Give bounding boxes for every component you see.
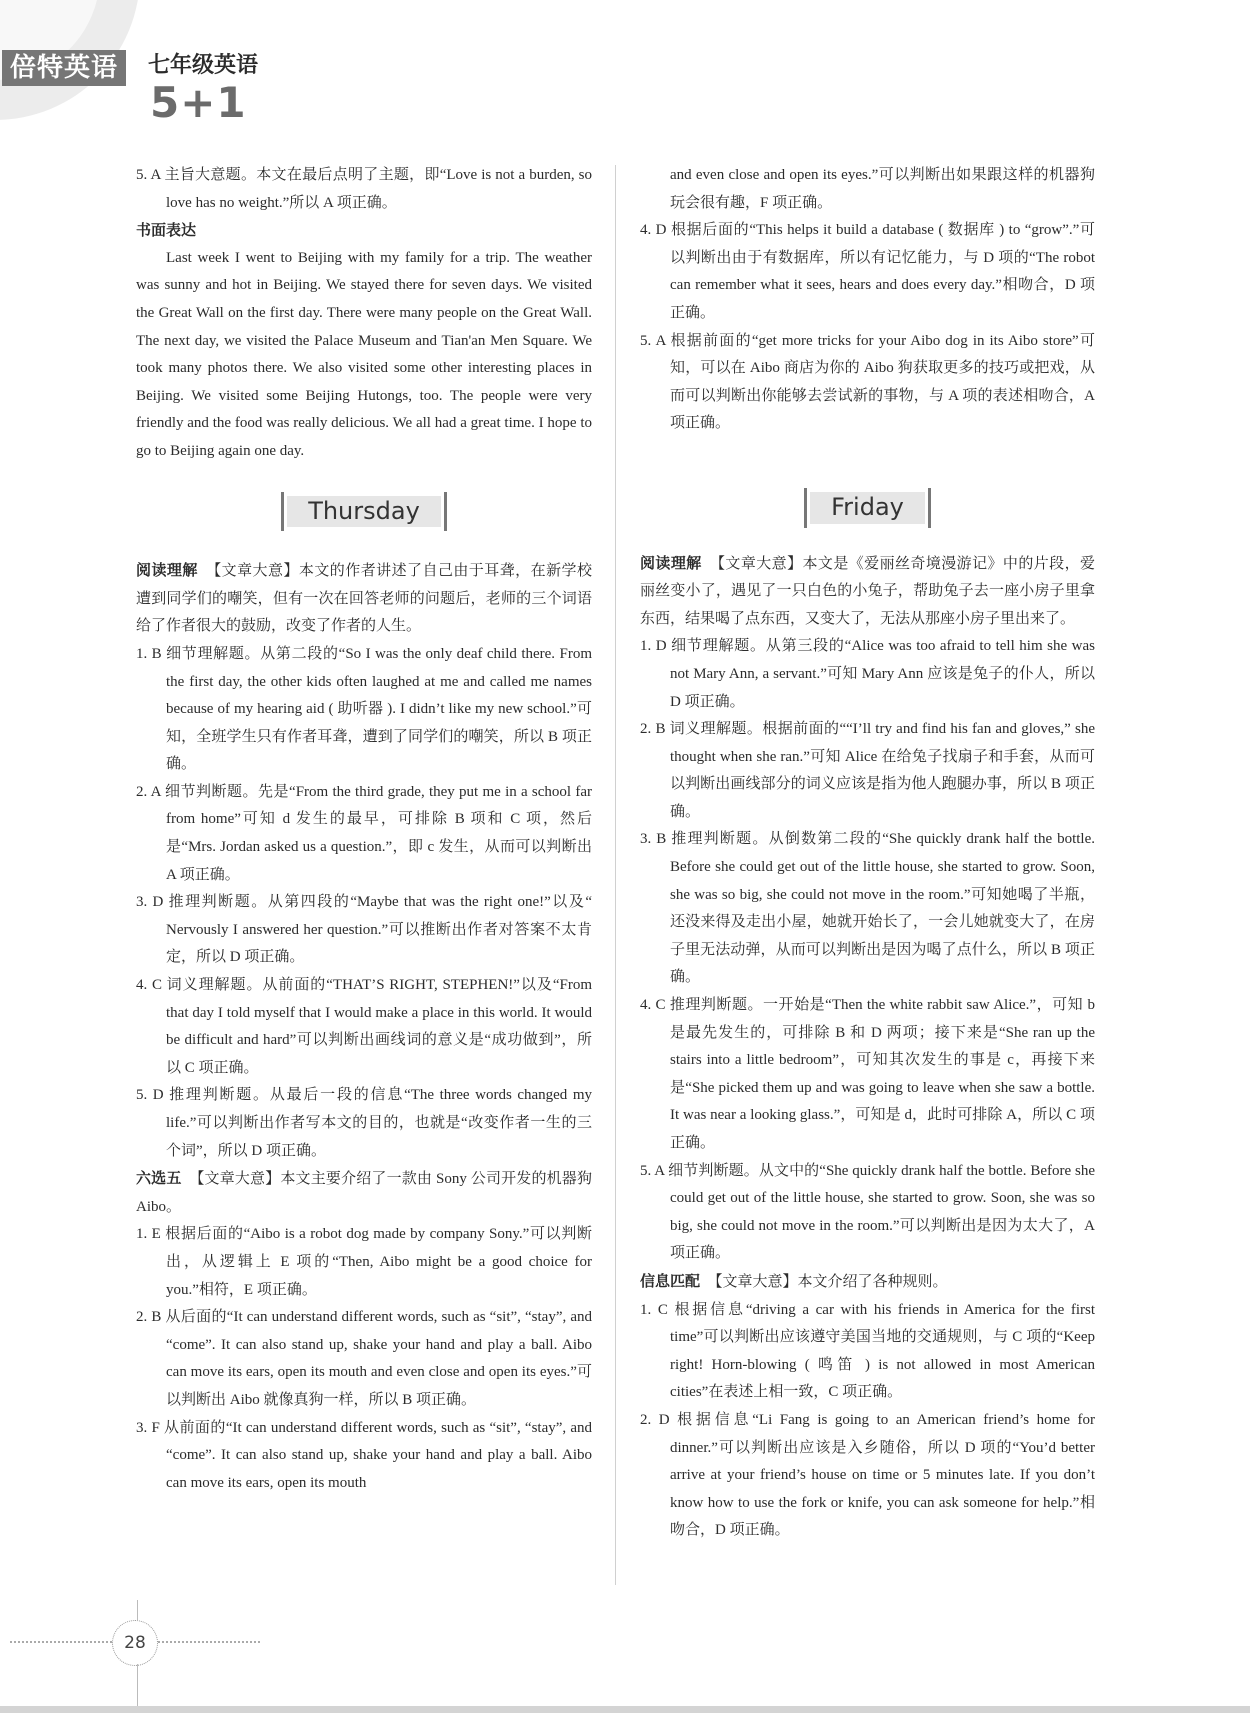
footer-tick [137, 1600, 138, 1620]
answer-item: 4. C 推理判断题。一开始是“Then the white rabbit saw Alice.”，可知 b 是最先发生的，可排除 B 和 D 两项；接下来是“She ran up the stairs into a little bedroom”，可知其次发生的事是 c，再接下来是“She picked them up and was going to leave when she saw a bottle. It was near a looking glass.”，可知是 d，此时可排除 A，所以 C 项正确。 [640, 997, 1095, 1151]
section-intro: 【文章大意】本文的作者讲述了自己由于耳聋，在新学校遭到同学们的嘲笑，但有一次在回答老师的问题后，老师的三个词语给了作者很大的鼓励，改变了作者的人生。 [136, 563, 592, 635]
answer-item: 1. C 根据信息“driving a car with his friends in America for the first time”可以判断出应该遵守美国当地的交通规则，与 C 项的“Keep right! Horn-blowing ( 鸣笛 ) is not allowed in most American cities”在表述上相一致，C 项正确。 [640, 1301, 1095, 1401]
reading-intro [640, 550, 1095, 634]
answer-item: 2. B 从后面的“It can understand different words, such as “sit”, “stay”, and “come”. It can also stand up, shake your hand and play a ball. Aibo can move its ears, open its mouth and even close and open its eyes.”可以判断出 Aibo 就像真狗一样，所以 B 项正确。 [136, 1309, 592, 1408]
answer-item: 3. F 从前面的“It can understand different words, such as “sit”, “stay”, and “come”. It can also stand up, shake your hand and play a ball. Aibo can move its ears, open its mouth [136, 1419, 592, 1491]
column-divider [615, 165, 616, 1585]
answer-item: 2. A 细节判断题。先是“From the third grade, they put me in a school far from home”可知 d 发生的最早，可排除 B 项和 C 项，然后是“Mrs. Jordan asked us a question.”，即 c 发生，从而可以判断出 A 项正确。 [136, 783, 592, 883]
book-number: 5+1 [150, 78, 247, 127]
left-column [136, 162, 592, 1497]
answer-item: 5. D 推理判断题。从最后一段的信息“The three words changed my life.”可以判断出作者写本文的目的，也就是“改变作者一生的三个词”，所以 D 项正确。 [136, 1087, 592, 1159]
answer-item-continued: and even close and open its eyes.”可以判断出如果跟这样的机器狗玩会很有趣，F 项正确。 [670, 167, 1095, 211]
answer-item: 4. D 根据后面的“This helps it build a database ( 数据库 ) to “grow”.”可以判断出由于有数据库，所以有记忆能力，与 D 项的“The robot can remember what it sees, hears and does every day.”相吻合，D 项正确。 [640, 222, 1095, 321]
section-heading: 阅读理解 [640, 553, 702, 572]
answer-item: 5. A 根据前面的“get more tricks for your Aibo dog in its Aibo store”可知，可以在 Aibo 商店为你的 Aibo 狗获取更多的技巧或把戏，从而可以判断出你能够去尝试新的事物，与 A 项的表述相吻合，A 项正确。 [640, 332, 1095, 432]
bottom-band [0, 1706, 1250, 1713]
day-heading-friday: Friday [804, 488, 931, 528]
match-intro [640, 1268, 1095, 1297]
answer-item: 3. D 推理判断题。从第四段的“Maybe that was the right one!”以及“ Nervously I answered her question.”可以推断出作者对答案不太肯定，所以 D 项正确。 [136, 894, 592, 966]
section-intro: 【文章大意】本文是《爱丽丝奇境漫游记》中的片段，爱丽丝变小了，遇见了一只白色的小兔子，帮助兔子去一座小房子里拿东西，结果喝了点东西，又变大了，无法从那座小房子里出来了。 [640, 555, 1095, 627]
page-number: 28 [112, 1620, 158, 1666]
answer-item: 1. D 细节理解题。从第三段的“Alice was too afraid to tell him she was not Mary Ann, a servant.”可知 Mary Ann 应该是兔子的仆人，所以 D 项正确。 [640, 638, 1095, 710]
day-heading-wrap [136, 492, 592, 532]
answer-item: 5. A 细节判断题。从文中的“She quickly drank half the bottle. Before she could get out of the little house, she started to grow. Soon, she was so big, she could not move in the room.”可以判断出是因为太大了，A 项正确。 [640, 1162, 1095, 1262]
answer-item: 4. C 词义理解题。从前面的“THAT’S RIGHT, STEPHEN!”以及“From that day I told myself that I would make a place in this world. It would be difficult and hard”可以判断出画线词的意义是“成功做到”，所以 C 项正确。 [136, 977, 592, 1076]
answer-item: 5. A 主旨大意题。本文在最后点明了主题，即“Love is not a burden, so love has no weight.”所以 A 项正确。 [136, 167, 592, 211]
section-intro: 【文章大意】本文主要介绍了一款由 Sony 公司开发的机器狗 Aibo。 [136, 1171, 592, 1215]
section-heading: 阅读理解 [136, 561, 198, 580]
six-choice-intro [136, 1165, 592, 1221]
answer-item: 2. B 词义理解题。根据前面的““I’ll try and find his fan and gloves,” she thought when she ran.”可知 Alice 在给兔子找扇子和手套，从而可以判断出画线部分的词义应该是指为他人跑腿办事，所以 B 项正确。 [640, 721, 1095, 820]
right-column [640, 162, 1095, 1545]
brand-logo: 倍特英语 [2, 50, 126, 86]
answer-item: 2. D 根据信息“Li Fang is going to an American friend’s home for dinner.”可以判断出应该是入乡随俗，所以 D 项的“You’d better arrive at your friend’s house on time or 5 minutes late. If you don’t know how to use the fork or knife, you can ask someone for help.”相吻合，D 项正确。 [640, 1411, 1095, 1539]
reading-intro [136, 557, 592, 641]
section-intro: 【文章大意】本文介绍了各种规则。 [707, 1273, 948, 1290]
essay-text: Last week I went to Beijing with my family for a trip. The weather was sunny and hot in Beijing. We stayed there for seven days. We visited the Great Wall on the first day. There were many people on the Great Wall. The next day, we visited the Palace Museum and Tian'an Men Square. We took many photos there. We also visited some other interesting places in Beijing. We visited some Beijing Hutongs, too. The people were very friendly and the food was really delicious. We all had a great time. I hope to go to Beijing again one day. [136, 249, 592, 459]
section-heading: 六选五 [136, 1169, 182, 1188]
book-title: 七年级英语 [148, 53, 259, 78]
answer-item: 1. E 根据后面的“Aibo is a robot dog made by company Sony.”可以判断出，从逻辑上 E 项的“Then, Aibo might be a good choice for you.”相符，E 项正确。 [136, 1226, 592, 1298]
section-heading: 信息匹配 [640, 1271, 701, 1290]
footer-tick [137, 1664, 138, 1706]
section-heading: 书面表达 [136, 221, 197, 240]
answer-item: 3. B 推理判断题。从倒数第二段的“She quickly drank half the bottle. Before she could get out of the little house, she started to grow. Soon, she was so big, she could not move in the room.”可知她喝了半瓶，还没来得及走出小屋，她就开始长了，一会儿她就变大了，在房子里无法动弹，从而可以判断出是因为喝了点什么，所以 B 项正确。 [640, 831, 1095, 986]
day-heading-thursday: Thursday [281, 492, 447, 532]
answer-item: 1. B 细节理解题。从第二段的“So I was the only deaf child there. From the first day, the other kids often laughed at me and called me names because of my hearing aid ( 助听器 ). I didn’t like my new school.”可知，全班学生只有作者耳聋，遭到了同学们的嘲笑，所以 B 项正确。 [136, 645, 592, 773]
day-heading-wrap [640, 488, 1095, 528]
